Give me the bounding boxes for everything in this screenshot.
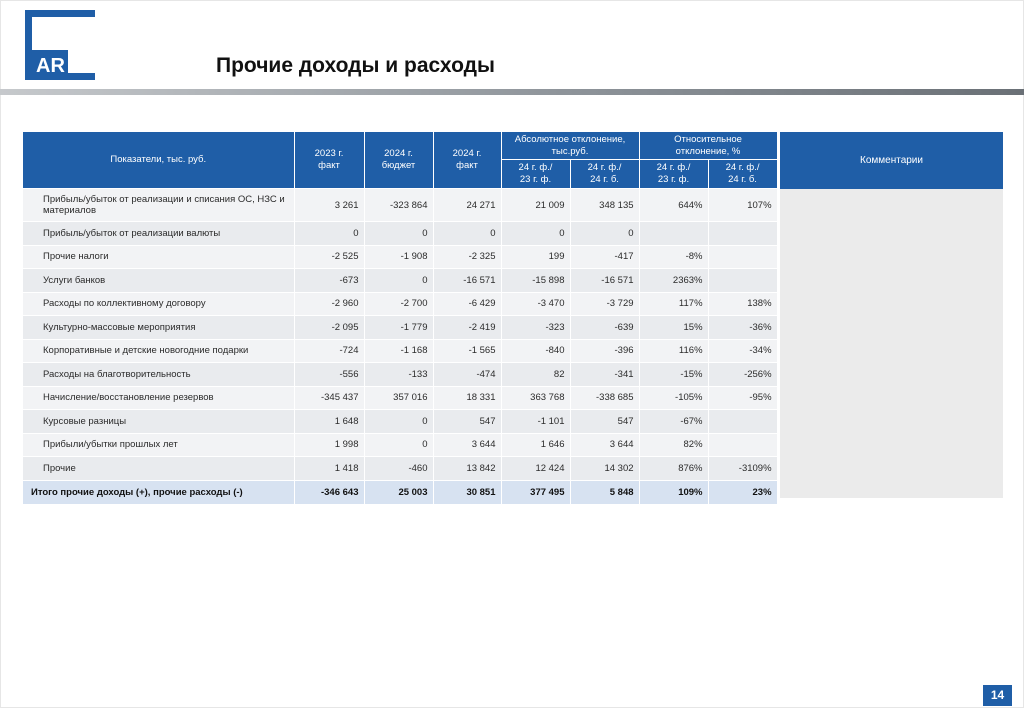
table-row <box>23 316 777 340</box>
row-label: Услуги банков <box>23 269 294 293</box>
cell-v2024b: -2 700 <box>364 292 433 316</box>
cell-v2024b: -460 <box>364 457 433 481</box>
cell-abs1: 12 424 <box>501 457 570 481</box>
cell-abs2: 348 135 <box>570 189 639 222</box>
cell-rel1: 644% <box>639 189 708 222</box>
cell-v2023: 1 648 <box>294 410 364 434</box>
cell-v2024b: -323 864 <box>364 189 433 222</box>
cell-abs1: 0 <box>501 222 570 246</box>
cell-v2024b: 0 <box>364 269 433 293</box>
cell-abs2: 0 <box>570 222 639 246</box>
cell-abs2: 547 <box>570 410 639 434</box>
cell-v2024b: 0 <box>364 222 433 246</box>
cell-abs1: -323 <box>501 316 570 340</box>
row-label: Прочие налоги <box>23 245 294 269</box>
cell-v2023: -2 525 <box>294 245 364 269</box>
row-label: Начисление/восстановление резервов <box>23 386 294 410</box>
cell-rel1: 15% <box>639 316 708 340</box>
header-abs-vs-2023: 24 г. ф./ 23 г. ф. <box>501 160 570 189</box>
table-row <box>23 222 777 246</box>
total-label: Итого прочие доходы (+), прочие расходы (-) <box>23 480 294 504</box>
total-rel1: 109% <box>639 480 708 504</box>
cell-rel2 <box>708 410 777 434</box>
header-2024-budget: 2024 г. бюджет <box>364 132 433 189</box>
cell-v2024f: 13 842 <box>433 457 501 481</box>
cell-v2024f: -2 325 <box>433 245 501 269</box>
cell-rel2: -34% <box>708 339 777 363</box>
row-label: Прибыль/убыток от реализации валюты <box>23 222 294 246</box>
table-row <box>23 433 777 457</box>
cell-abs2: -338 685 <box>570 386 639 410</box>
cell-v2024f: 24 271 <box>433 189 501 222</box>
cell-v2023: -345 437 <box>294 386 364 410</box>
cell-v2024b: -1 779 <box>364 316 433 340</box>
row-label: Культурно-массовые мероприятия <box>23 316 294 340</box>
cell-v2023: 0 <box>294 222 364 246</box>
comments-panel <box>780 132 1003 498</box>
cell-v2024b: 0 <box>364 433 433 457</box>
cell-abs1: 199 <box>501 245 570 269</box>
cell-v2023: 1 418 <box>294 457 364 481</box>
cell-abs1: -1 101 <box>501 410 570 434</box>
cell-abs2: -341 <box>570 363 639 387</box>
comments-header: Комментарии <box>780 132 1003 189</box>
cell-v2024f: 3 644 <box>433 433 501 457</box>
cell-abs2: 3 644 <box>570 433 639 457</box>
cell-abs2: -3 729 <box>570 292 639 316</box>
cell-v2024f: -474 <box>433 363 501 387</box>
cell-abs1: -3 470 <box>501 292 570 316</box>
table-row <box>23 410 777 434</box>
cell-v2023: -556 <box>294 363 364 387</box>
total-row <box>23 480 777 504</box>
total-v2024f: 30 851 <box>433 480 501 504</box>
cell-v2024f: -2 419 <box>433 316 501 340</box>
financial-table <box>23 132 777 505</box>
cell-v2023: -2 960 <box>294 292 364 316</box>
cell-rel1: 2363% <box>639 269 708 293</box>
cell-abs2: 14 302 <box>570 457 639 481</box>
cell-abs1: -840 <box>501 339 570 363</box>
cell-v2023: -673 <box>294 269 364 293</box>
company-logo <box>25 10 95 80</box>
cell-v2024b: -133 <box>364 363 433 387</box>
header-abs-vs-budget: 24 г. ф./ 24 г. б. <box>570 160 639 189</box>
cell-v2024f: 18 331 <box>433 386 501 410</box>
cell-abs2: -396 <box>570 339 639 363</box>
table-row <box>23 363 777 387</box>
cell-v2024b: 357 016 <box>364 386 433 410</box>
cell-v2023: 3 261 <box>294 189 364 222</box>
header-indicator: Показатели, тыс. руб. <box>23 132 294 189</box>
header-band <box>0 89 1024 95</box>
row-label: Прибыль/убыток от реализации и списания ОС, НЗС и материалов <box>23 189 294 222</box>
cell-rel1: -15% <box>639 363 708 387</box>
row-label: Расходы на благотворительность <box>23 363 294 387</box>
cell-abs2: -417 <box>570 245 639 269</box>
cell-v2023: 1 998 <box>294 433 364 457</box>
row-label: Курсовые разницы <box>23 410 294 434</box>
cell-v2024b: -1 168 <box>364 339 433 363</box>
cell-v2023: -724 <box>294 339 364 363</box>
cell-rel2: -3109% <box>708 457 777 481</box>
total-v2024b: 25 003 <box>364 480 433 504</box>
cell-rel2 <box>708 269 777 293</box>
table-row <box>23 339 777 363</box>
table-row <box>23 189 777 222</box>
cell-abs1: 1 646 <box>501 433 570 457</box>
cell-v2024f: -16 571 <box>433 269 501 293</box>
header-rel-vs-2023: 24 г. ф./ 23 г. ф. <box>639 160 708 189</box>
row-label: Корпоративные и детские новогодние подарки <box>23 339 294 363</box>
header-absolute-deviation: Абсолютное отклонение, тыс.руб. <box>501 132 639 160</box>
table-row <box>23 292 777 316</box>
header-2023-fact: 2023 г. факт <box>294 132 364 189</box>
table-row <box>23 245 777 269</box>
cell-rel2 <box>708 222 777 246</box>
cell-abs1: 82 <box>501 363 570 387</box>
cell-abs1: 21 009 <box>501 189 570 222</box>
cell-rel1: -105% <box>639 386 708 410</box>
cell-rel2 <box>708 245 777 269</box>
cell-rel2: 138% <box>708 292 777 316</box>
cell-v2024f: -6 429 <box>433 292 501 316</box>
header-rel-vs-budget: 24 г. ф./ 24 г. б. <box>708 160 777 189</box>
row-label: Расходы по коллективному договору <box>23 292 294 316</box>
cell-v2024b: 0 <box>364 410 433 434</box>
cell-v2024b: -1 908 <box>364 245 433 269</box>
header-relative-deviation: Относительное отклонение, % <box>639 132 777 160</box>
cell-rel1: 116% <box>639 339 708 363</box>
total-abs1: 377 495 <box>501 480 570 504</box>
table-row <box>23 457 777 481</box>
cell-rel1: 82% <box>639 433 708 457</box>
cell-rel2: -95% <box>708 386 777 410</box>
cell-v2024f: 0 <box>433 222 501 246</box>
cell-abs1: -15 898 <box>501 269 570 293</box>
cell-rel2: 107% <box>708 189 777 222</box>
page-title: Прочие доходы и расходы <box>216 54 495 77</box>
total-abs2: 5 848 <box>570 480 639 504</box>
header-2024-fact: 2024 г. факт <box>433 132 501 189</box>
cell-v2024f: -1 565 <box>433 339 501 363</box>
cell-rel1: 117% <box>639 292 708 316</box>
cell-rel2: -256% <box>708 363 777 387</box>
total-rel2: 23% <box>708 480 777 504</box>
cell-abs2: -639 <box>570 316 639 340</box>
table-row <box>23 386 777 410</box>
table-row <box>23 269 777 293</box>
logo-text: AR <box>36 55 65 77</box>
row-label: Прочие <box>23 457 294 481</box>
cell-rel1: -8% <box>639 245 708 269</box>
cell-v2024f: 547 <box>433 410 501 434</box>
cell-abs2: -16 571 <box>570 269 639 293</box>
page-number: 14 <box>983 685 1012 706</box>
cell-rel2 <box>708 433 777 457</box>
cell-rel1: -67% <box>639 410 708 434</box>
row-label: Прибыли/убытки прошлых лет <box>23 433 294 457</box>
cell-rel1 <box>639 222 708 246</box>
total-v2023: -346 643 <box>294 480 364 504</box>
cell-rel1: 876% <box>639 457 708 481</box>
cell-v2023: -2 095 <box>294 316 364 340</box>
cell-abs1: 363 768 <box>501 386 570 410</box>
cell-rel2: -36% <box>708 316 777 340</box>
